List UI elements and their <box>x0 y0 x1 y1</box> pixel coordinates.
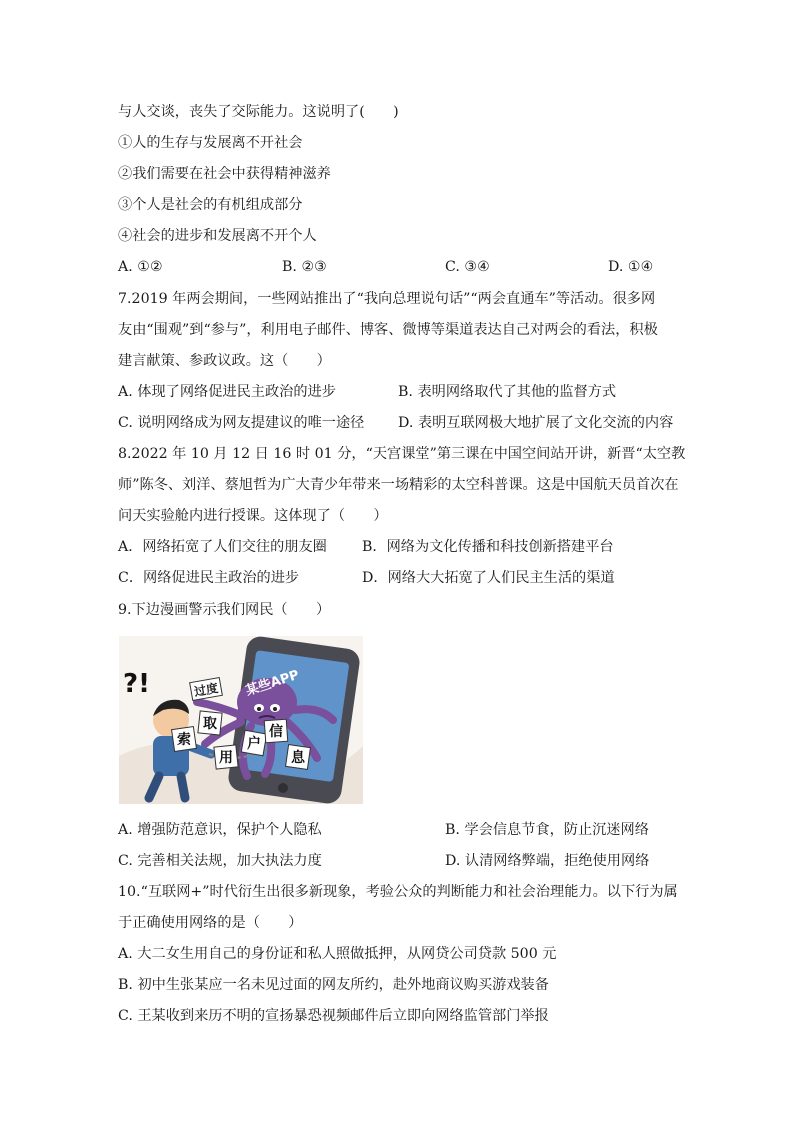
phone-label: 某些APP <box>244 667 302 700</box>
q6-item-2: ②我们需要在社会中获得精神滋养 <box>118 166 331 182</box>
q8-stem-line-2: 师”陈冬、刘洋、蔡旭哲为广大青少年带来一场精彩的太空科普课。这是中国航天员首次在 <box>118 477 679 493</box>
privacy-cartoon <box>119 636 363 804</box>
q7-options-row-1 <box>118 382 678 402</box>
q6-option-d[interactable]: D. ①④ <box>608 259 654 275</box>
tag-text: 过度 <box>193 681 220 699</box>
q7-stem-line-1: 7.2019 年两会期间，一些网站推出了“我向总理说句话”“两会直通车”等活动。很多网 <box>118 291 656 307</box>
card-text-6: 息 <box>291 750 305 766</box>
q8-options-row-1 <box>118 537 678 557</box>
q8-option-c[interactable]: C．网络促进民主政治的进步 <box>118 570 300 586</box>
q7-option-a[interactable]: A. 体现了网络促进民主政治的进步 <box>118 384 336 400</box>
q8-option-a[interactable]: A．网络拓宽了人们交往的朋友圈 <box>118 539 327 555</box>
q9-option-a[interactable]: A. 增强防范意识，保护个人隐私 <box>118 822 322 838</box>
q9-option-b[interactable]: B. 学会信息节食，防止沉迷网络 <box>445 822 649 838</box>
q6-option-b[interactable]: B. ②③ <box>282 259 327 275</box>
q10-option-a[interactable]: A. 大二女生用自己的身份证和私人照做抵押，从网贷公司贷款 500 元 <box>118 946 557 962</box>
q7-option-d[interactable]: D. 表明互联网极大地扩展了文化交流的内容 <box>398 415 674 431</box>
card-text-5: 信 <box>269 724 283 740</box>
q7-stem-line-2: 友由“围观”到“参与”，利用电子邮件、博客、微博等渠道表达自己对两会的看法，积极 <box>118 322 658 338</box>
q6-stem-tail: 与人交谈，丧失了交际能力。这说明了( ) <box>118 104 399 120</box>
q6-option-a[interactable]: A. ①② <box>118 259 163 275</box>
q10-option-b[interactable]: B. 初中生张某应一名未见过面的网友所约，赴外地商议购买游戏装备 <box>118 977 549 993</box>
q10-stem-line-1: 10.“互联网+”时代衍生出很多新现象，考验公众的判断能力和社会治理能力。以下行为属 <box>118 884 678 900</box>
q6-option-c[interactable]: C. ③④ <box>445 259 490 275</box>
q9-options-row-1 <box>118 820 678 840</box>
q6-item-1: ①人的生存与发展离不开社会 <box>118 135 303 151</box>
card-text-1: 索 <box>177 732 191 748</box>
q8-option-d[interactable]: D．网络大大拓宽了人们民主生活的渠道 <box>362 570 615 586</box>
card-text-3: 用 <box>219 750 233 766</box>
q8-option-b[interactable]: B．网络为文化传播和科技创新搭建平台 <box>362 539 614 555</box>
q7-stem-line-3: 建言献策、参政议政。这（ ） <box>118 353 331 369</box>
q7-option-b[interactable]: B. 表明网络取代了其他的监督方式 <box>398 384 617 400</box>
q8-options-row-2 <box>118 568 678 588</box>
q9-option-d[interactable]: D. 认清网络弊端，拒绝使用网络 <box>445 853 650 869</box>
q8-stem-line-3: 问天实验舱内进行授课。这体现了（ ） <box>118 508 388 524</box>
exclaim-marks: ?! <box>123 669 150 699</box>
q9-stem: 9.下边漫画警示我们网民（ ） <box>118 602 331 618</box>
card-text-2: 取 <box>203 716 217 732</box>
q6-options <box>118 257 678 277</box>
q7-options-row-2 <box>118 413 678 433</box>
q6-item-3: ③个人是社会的有机组成部分 <box>118 197 303 213</box>
q8-stem-line-1: 8.2022 年 10 月 12 日 16 时 01 分，“天宫课堂”第三课在中国空间站开讲，新晋“太空教 <box>118 446 686 462</box>
q7-option-c[interactable]: C. 说明网络成为网友提建议的唯一途径 <box>118 415 365 431</box>
card-text-4: 户 <box>247 736 261 752</box>
cartoon-illustration <box>119 636 363 804</box>
q6-item-4: ④社会的进步和发展离不开个人 <box>118 228 317 244</box>
q9-option-c[interactable]: C. 完善相关法规，加大执法力度 <box>118 853 322 869</box>
q10-stem-line-2: 于正确使用网络的是（ ） <box>118 915 303 931</box>
q10-option-c[interactable]: C. 王某收到来历不明的宣扬暴恐视频邮件后立即向网络监管部门举报 <box>118 1008 549 1024</box>
q9-options-row-2 <box>118 851 678 871</box>
